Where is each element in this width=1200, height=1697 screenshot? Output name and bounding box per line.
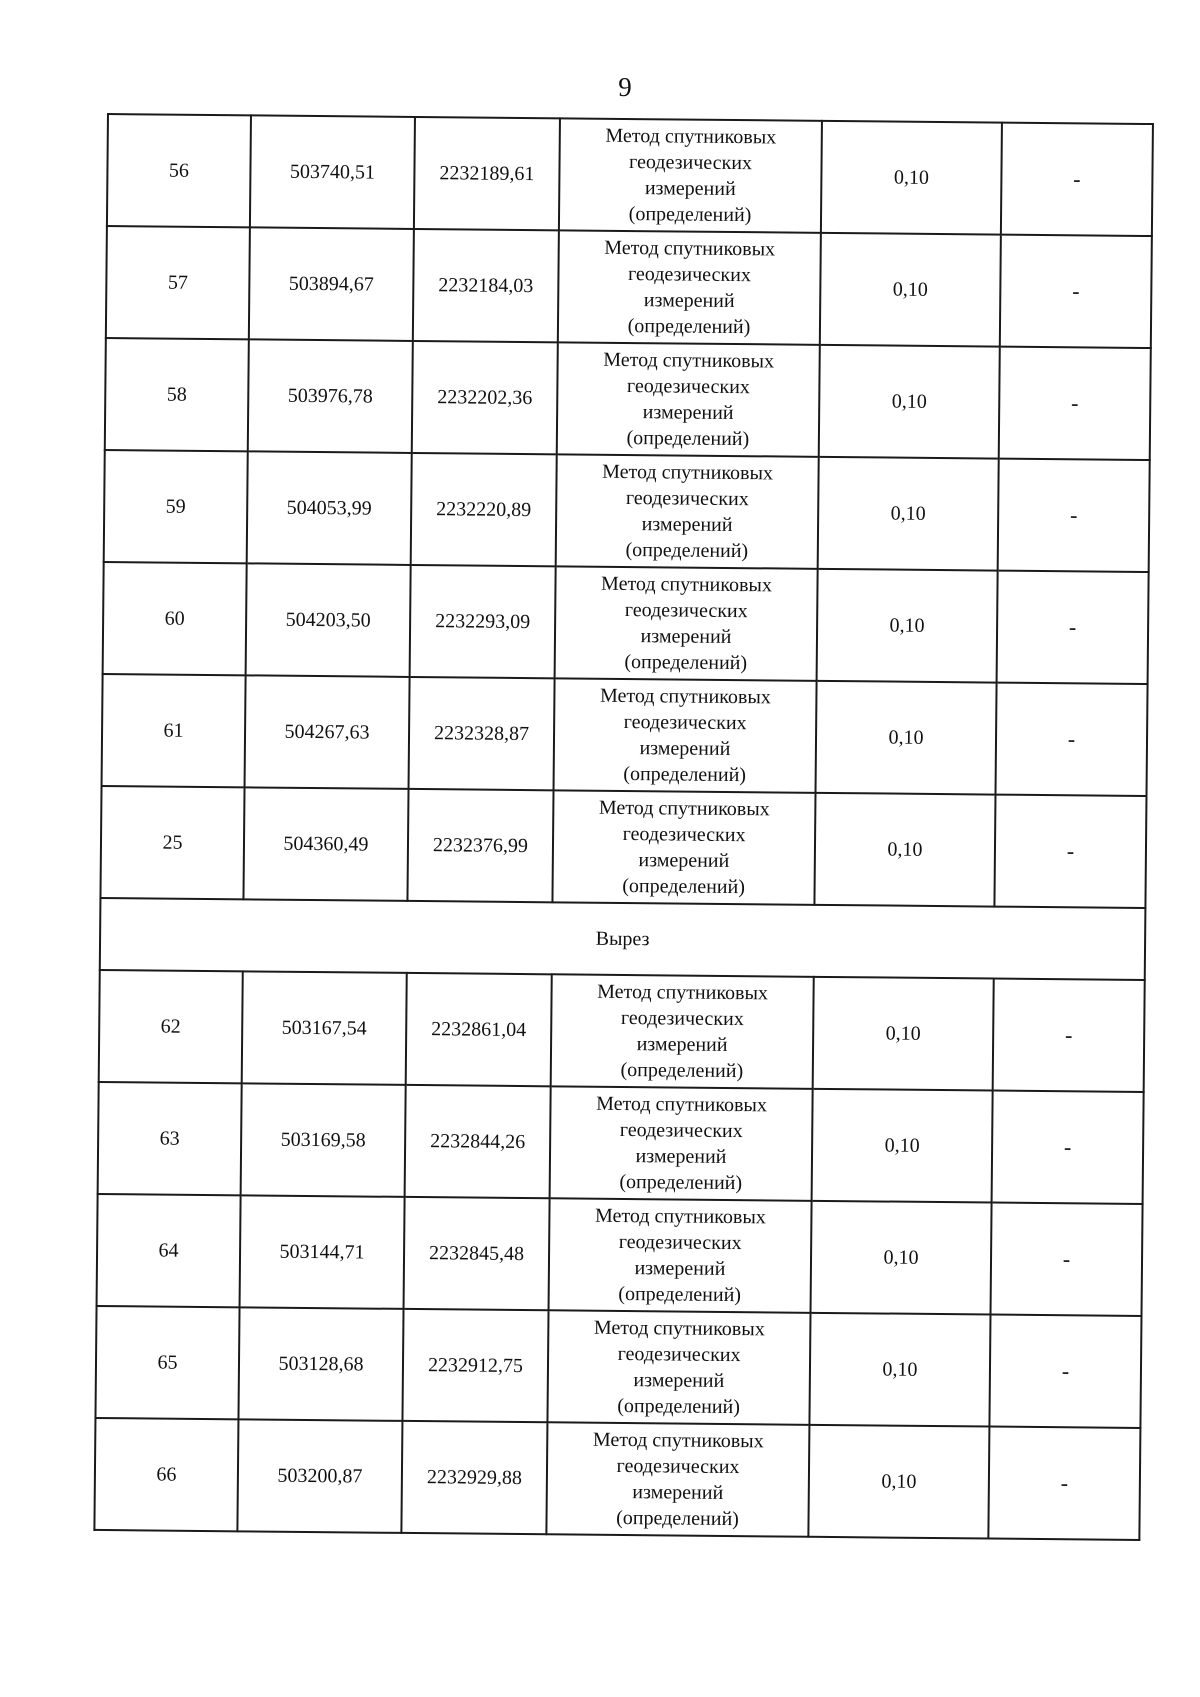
point-number-cell: 63 [98, 1082, 242, 1195]
method-cell [549, 1198, 812, 1313]
note-cell: - [989, 1315, 1141, 1428]
method-text-line: (определений) [616, 1506, 739, 1531]
accuracy-cell: 0,10 [817, 569, 998, 683]
method-text-line: (определений) [618, 1282, 742, 1307]
method-text-line: (определений) [625, 538, 749, 563]
x-coordinate-cell: 504203,50 [246, 563, 411, 677]
method-text-line: измерений [638, 849, 730, 873]
method-text-line: (определений) [617, 1394, 741, 1419]
method-text-line: Метод спутниковых [594, 1204, 766, 1229]
point-number-cell: 60 [103, 562, 247, 675]
table-row [95, 1306, 1141, 1428]
accuracy-cell: 0,10 [812, 1089, 993, 1203]
accuracy-cell: 0,10 [820, 233, 1001, 347]
coordinates-table-wrapper [93, 113, 1152, 1541]
x-coordinate-cell: 503200,87 [237, 1419, 402, 1533]
y-coordinate-cell: 2232912,75 [402, 1309, 548, 1422]
point-number-cell: 62 [99, 970, 243, 1083]
note-cell: - [998, 459, 1150, 572]
table-row [103, 562, 1149, 684]
note-cell: - [994, 795, 1146, 908]
table-row [100, 786, 1146, 908]
method-text-line: Метод спутниковых [599, 684, 771, 709]
method-cell [558, 230, 821, 345]
method-cell [547, 1310, 810, 1425]
method-cell [555, 566, 818, 681]
note-cell: - [991, 1203, 1143, 1316]
method-text-line: геодезических [629, 151, 753, 175]
section-title: Вырез [100, 898, 1146, 980]
method-cell [556, 454, 819, 569]
note-cell: - [993, 979, 1145, 1092]
method-text-line: Метод спутниковых [603, 348, 775, 373]
method-text-line: Метод спутниковых [602, 460, 774, 485]
table-row [99, 970, 1145, 1092]
note-cell: - [992, 1091, 1144, 1204]
accuracy-cell: 0,10 [814, 793, 995, 907]
method-text-line: измерений [643, 289, 735, 313]
method-text-line: (определений) [619, 1170, 743, 1195]
note-cell: - [999, 347, 1151, 460]
method-text-line: геодезических [625, 486, 749, 511]
method-text-line: измерений [639, 737, 731, 761]
method-text-line: (определений) [626, 427, 750, 451]
y-coordinate-cell: 2232845,48 [404, 1197, 550, 1310]
method-text-line: геодезических [626, 375, 750, 399]
method-text-line: Метод спутниковых [601, 572, 772, 597]
table-row [104, 450, 1150, 572]
x-coordinate-cell: 503169,58 [241, 1083, 406, 1197]
method-text-line: (определений) [628, 203, 752, 227]
point-number-cell: 57 [106, 226, 250, 339]
y-coordinate-cell: 2232844,26 [405, 1085, 551, 1198]
accuracy-cell: 0,10 [811, 1201, 992, 1315]
x-coordinate-cell: 503167,54 [242, 971, 407, 1085]
table-row [94, 1418, 1140, 1540]
method-text-line: измерений [642, 401, 734, 425]
point-number-cell: 64 [97, 1194, 241, 1307]
method-cell [559, 118, 822, 233]
method-cell [550, 1086, 813, 1201]
method-text-line: геодезических [619, 1118, 743, 1143]
y-coordinate-cell: 2232202,36 [412, 341, 558, 454]
y-coordinate-cell: 2232293,09 [410, 565, 556, 678]
y-coordinate-cell: 2232861,04 [406, 973, 552, 1086]
table-row [107, 114, 1153, 236]
method-text-line: геодезических [624, 598, 748, 623]
method-text-line: (определений) [623, 762, 747, 787]
y-coordinate-cell: 2232189,61 [414, 117, 560, 230]
note-cell: - [1000, 235, 1152, 348]
method-text-line: измерений [632, 1481, 724, 1504]
method-cell [557, 342, 820, 457]
accuracy-cell: 0,10 [809, 1313, 990, 1427]
point-number-cell: 58 [105, 338, 249, 451]
y-coordinate-cell: 2232184,03 [413, 229, 559, 342]
method-text-line: Метод спутниковых [593, 1316, 765, 1341]
method-text-line: Метод спутниковых [592, 1428, 764, 1453]
accuracy-cell: 0,10 [813, 977, 994, 1091]
method-text-line: измерений [633, 1369, 725, 1392]
method-text-line: геодезических [617, 1342, 741, 1367]
method-text-line: измерений [636, 1033, 728, 1056]
point-number-cell: 61 [102, 674, 246, 787]
x-coordinate-cell: 503894,67 [249, 227, 414, 341]
table-row [98, 1082, 1144, 1204]
method-text-line: Метод спутниковых [597, 980, 769, 1005]
method-text-line: измерений [640, 625, 732, 649]
table-row [105, 338, 1151, 460]
method-text-line: измерений [644, 177, 736, 201]
point-number-cell: 25 [100, 786, 244, 899]
method-text-line: (определений) [622, 874, 746, 899]
y-coordinate-cell: 2232328,87 [409, 677, 555, 790]
method-cell [551, 974, 814, 1089]
accuracy-cell: 0,10 [819, 345, 1000, 459]
method-text-line: Метод спутниковых [605, 124, 777, 149]
x-coordinate-cell: 503740,51 [250, 115, 415, 229]
point-number-cell: 59 [104, 450, 248, 563]
method-cell [546, 1422, 809, 1537]
method-text-line: геодезических [620, 1006, 744, 1031]
method-text-line: (определений) [627, 315, 751, 339]
x-coordinate-cell: 504053,99 [247, 451, 412, 565]
x-coordinate-cell: 504267,63 [245, 675, 410, 789]
method-cell [552, 790, 815, 905]
note-cell: - [988, 1427, 1140, 1540]
x-coordinate-cell: 504360,49 [243, 787, 408, 901]
note-cell: - [997, 571, 1149, 684]
note-cell: - [1001, 123, 1153, 236]
accuracy-cell: 0,10 [818, 457, 999, 571]
accuracy-cell: 0,10 [808, 1425, 989, 1539]
accuracy-cell: 0,10 [816, 681, 997, 795]
table-row [106, 226, 1152, 348]
note-cell: - [995, 683, 1147, 796]
table-row [102, 674, 1148, 796]
method-cell [554, 678, 817, 793]
method-text-line: Метод спутниковых [598, 796, 770, 821]
method-text-line: геодезических [627, 263, 752, 287]
x-coordinate-cell: 503144,71 [240, 1195, 405, 1309]
method-text-line: (определений) [620, 1058, 744, 1083]
method-text-line: геодезических [618, 1230, 742, 1255]
point-number-cell: 56 [107, 114, 251, 227]
method-text-line: измерений [634, 1257, 726, 1280]
method-text-line: геодезических [622, 822, 746, 847]
page-number: 9 [618, 72, 632, 102]
method-text-line: Метод спутниковых [604, 236, 776, 261]
point-number-cell: 66 [94, 1418, 238, 1531]
x-coordinate-cell: 503976,78 [248, 339, 413, 453]
coordinates-table [93, 113, 1154, 1541]
method-text-line: геодезических [616, 1454, 740, 1479]
method-text-line: Метод спутниковых [596, 1092, 768, 1117]
method-text-line: измерений [641, 513, 733, 537]
method-text-line: геодезических [623, 710, 747, 735]
y-coordinate-cell: 2232376,99 [407, 789, 553, 902]
section-row [100, 898, 1146, 980]
method-text-line: (определений) [624, 650, 748, 675]
method-text-line: измерений [635, 1145, 727, 1168]
x-coordinate-cell: 503128,68 [238, 1307, 403, 1421]
table-row [97, 1194, 1143, 1316]
coordinates-table-body [94, 114, 1153, 1540]
y-coordinate-cell: 2232929,88 [401, 1421, 547, 1534]
y-coordinate-cell: 2232220,89 [411, 453, 557, 566]
accuracy-cell: 0,10 [821, 121, 1002, 235]
point-number-cell: 65 [95, 1306, 239, 1419]
